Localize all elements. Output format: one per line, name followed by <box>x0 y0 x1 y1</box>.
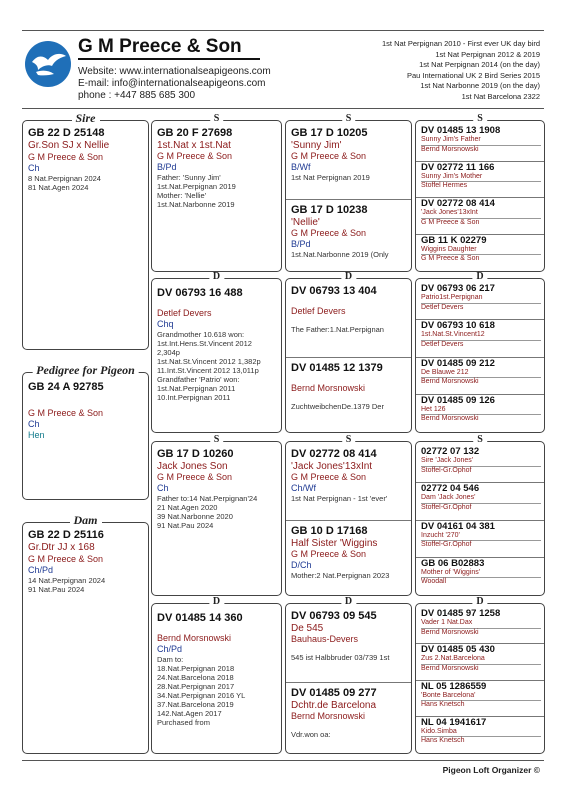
owner: G M Preece & Son <box>291 151 367 161</box>
subject-sex: Hen <box>28 430 45 440</box>
gen4-group-1 <box>415 113 545 272</box>
owner: Bernd Morsnowski <box>421 145 541 155</box>
logo <box>24 40 72 88</box>
owner: Stoffel Hermes <box>421 181 541 191</box>
owner: Bernd Morsnowski <box>421 628 541 638</box>
pigeon-name: Zus 2.Nat.Barcelona <box>421 655 485 663</box>
ring-number: GB 17 D 10238 <box>291 204 368 216</box>
sire-dam-card[interactable] <box>151 271 282 433</box>
note: 1st.Nat.Narbonne 2019 <box>157 200 235 209</box>
pigeon-name: 'Sunny Jim' <box>291 140 342 151</box>
ring-number: GB 10 D 17168 <box>291 525 368 537</box>
pigeon-name: Sire 'Jack Jones' <box>421 457 474 464</box>
sex-marker: D <box>341 597 356 607</box>
ring-number: DV 01485 97 1258 <box>421 608 501 619</box>
sex-marker: S <box>342 435 356 445</box>
note: 2,304p <box>157 348 180 357</box>
colour: B/Wf <box>291 162 311 172</box>
divider <box>286 520 411 521</box>
note: ZuchtweibchenDe.1379 Der <box>291 402 384 411</box>
ring-number: DV 04161 04 381 <box>421 520 495 532</box>
note: Grandmother 10.618 won: <box>157 330 245 339</box>
gen3-card[interactable] <box>286 604 411 680</box>
contact-block <box>78 66 271 102</box>
owner: Detlef Devers <box>157 308 212 318</box>
ring-number: DV 06793 13 404 <box>291 285 377 297</box>
dam-card[interactable] <box>22 513 149 754</box>
gen3-card[interactable] <box>286 523 411 582</box>
ring-number: DV 01485 09 126 <box>421 394 495 406</box>
ring-number: DV 01485 05 430 <box>421 644 495 656</box>
owner: Detlef Devers <box>421 303 541 313</box>
ring-number: GB 11 K 02279 <box>421 234 487 246</box>
breeder-title: G M Preece & Son <box>78 36 242 57</box>
ring-number: DV 01485 12 1379 <box>291 362 383 374</box>
sex-marker: S <box>473 114 487 124</box>
owner: G M Preece & Son <box>421 254 541 264</box>
owner: Bernd Morsnowski <box>157 633 232 643</box>
note: Father to:14 Nat.Perpignan'24 <box>157 494 258 503</box>
sex-marker: D <box>209 597 224 607</box>
gen4-card[interactable] <box>421 483 541 518</box>
title-underline <box>78 58 260 60</box>
gen4-card[interactable] <box>421 681 541 715</box>
gen4-group-3 <box>415 434 545 596</box>
owner: Bernd Morsnowski <box>421 377 541 387</box>
divider <box>286 357 411 358</box>
achievement-line: 1st Nat Perpignan 2010 - First ever UK day bird <box>382 39 540 48</box>
ring-number: GB 17 D 10205 <box>291 127 368 139</box>
owner: Woodall <box>421 577 541 587</box>
note: 1st Nat Perpignan - 1st 'ever' <box>291 494 388 503</box>
owner: G M Preece & Son <box>291 472 367 482</box>
note: 37.Nat.Barcelona 2019 <box>157 700 234 709</box>
pigeon-logo-icon <box>24 40 72 88</box>
pigeon-name: Dchtr.de Barcelona <box>291 700 377 711</box>
website-link[interactable]: Website: www.internationalseapigeons.com <box>78 66 271 77</box>
note: Dam to: <box>157 655 184 664</box>
phone-text: phone : +447 885 685 300 <box>78 90 196 101</box>
achievement-line: 1st Nat Narbonne 2019 (on the day) <box>420 81 540 90</box>
owner: Bernd Morsnowski <box>421 414 541 424</box>
owner: Detlef Devers <box>291 306 346 316</box>
footer-credit: Pigeon Loft Organizer © <box>442 765 540 775</box>
note: 1st.Nat.Perpignan 2019 <box>157 182 236 191</box>
gen4-card[interactable] <box>421 358 541 393</box>
note: 28.Nat.Perpignan 2017 <box>157 682 235 691</box>
ring-number: DV 02772 08 414 <box>421 198 495 209</box>
owner: Stoffel-Gr.Ophof <box>421 466 541 476</box>
gen4-card[interactable] <box>421 235 541 270</box>
note: Mother:2 Nat.Perpignan 2023 <box>291 571 390 580</box>
dam-ring: GB 22 D 25116 <box>28 529 104 541</box>
ring-number: DV 06793 10 618 <box>421 320 495 332</box>
gen4-group-2 <box>415 271 545 433</box>
sex-marker: D <box>472 272 487 282</box>
email-link[interactable]: E-mail: info@internationalseapigeons.com <box>78 78 266 89</box>
owner: G M Preece & Son <box>157 472 233 482</box>
colour: Ch/Pd <box>157 644 183 654</box>
sex-marker: D <box>472 597 487 607</box>
gen4-card[interactable] <box>421 198 541 233</box>
dam-dam-card[interactable] <box>151 596 282 754</box>
gen3-group-3 <box>285 434 412 596</box>
ring-number: DV 06793 16 488 <box>157 287 243 299</box>
sire-sire-card[interactable] <box>151 113 282 272</box>
gen4-card[interactable] <box>421 521 541 556</box>
sire-label: Sire <box>71 112 99 124</box>
note: 24.Nat.Barcelona 2018 <box>157 673 234 682</box>
gen4-card[interactable] <box>421 320 541 355</box>
gen4-card[interactable] <box>421 608 541 642</box>
subject-colour: Ch <box>28 419 40 429</box>
note: 1st.Int.Hens.St.Vincent 2012 <box>157 339 252 348</box>
gen4-card[interactable] <box>421 644 541 678</box>
pigeon-name: 'Bonte Barcelona' <box>421 691 476 699</box>
colour: Ch/Wf <box>291 483 317 493</box>
pigeon-name: 1st.Nat.St.Vincent12 <box>421 331 485 339</box>
pigeon-name: 'Jack Jones'13xInt <box>291 461 373 472</box>
gen4-card[interactable] <box>421 395 541 430</box>
footer-rule <box>22 760 544 761</box>
subject-owner: G M Preece & Son <box>28 408 104 418</box>
divider <box>286 682 411 683</box>
note: 1st.Nat.St.Vincent 2012 1,382p <box>157 357 261 366</box>
owner: G M Preece & Son <box>291 228 367 238</box>
header-bottom-rule <box>22 108 544 109</box>
pigeon-name: Jack Jones Son <box>157 461 228 472</box>
note: Purchased from <box>157 718 210 727</box>
gen3-card[interactable] <box>286 442 411 518</box>
dam-sire-card[interactable] <box>151 434 282 596</box>
divider <box>286 199 411 200</box>
pigeon-name: Vader 1 Nat.Dax <box>421 619 473 626</box>
owner: Bernd Morsnowski <box>421 664 541 674</box>
note: 1st Nat Perpignan 2019 <box>291 173 370 182</box>
ring-number: DV 01485 09 277 <box>291 687 377 699</box>
ring-number: DV 02772 08 414 <box>291 448 377 460</box>
gen3-card[interactable] <box>286 360 411 413</box>
dam-owner: G M Preece & Son <box>28 554 104 564</box>
sex-marker: D <box>209 272 224 282</box>
note: 39 Nat.Narbonne 2020 <box>157 512 233 521</box>
sire-name: Gr.Son SJ x Nellie <box>28 140 110 151</box>
ring-number: GB 17 D 10260 <box>157 448 234 460</box>
achievement-line: 1st Nat Perpignan 2012 & 2019 <box>435 49 540 59</box>
note: 11.Int.St.Vincent 2012 13,011p <box>157 366 259 375</box>
gen3-group-1 <box>285 113 412 272</box>
gen4-card[interactable] <box>421 558 541 593</box>
note: 545 ist Halbbruder 03/739 1st <box>291 653 390 662</box>
achievement-line: 1st Nat Barcelona 2322 <box>461 91 540 101</box>
gen3-group-4 <box>285 596 412 754</box>
sire-colour: Ch <box>28 163 40 173</box>
pigeon-name: 'Nellie' <box>291 217 320 228</box>
pigeon-name: Patrio1st.Perpignan <box>421 294 483 301</box>
owner: Stoffel-Gr.Ophof <box>421 503 541 513</box>
ring-number: DV 06793 09 545 <box>291 610 377 622</box>
gen3-card[interactable] <box>286 121 411 197</box>
ring-number: DV 01485 09 212 <box>421 357 495 369</box>
colour: Ch <box>157 483 169 493</box>
sire-ring: GB 22 D 25148 <box>28 127 105 139</box>
colour: D/Ch <box>291 560 312 570</box>
pigeon-name: 'Jack Jones'13xInt <box>421 209 478 216</box>
gen3-card[interactable] <box>286 279 411 355</box>
subject-ring: GB 24 A 92785 <box>28 381 104 393</box>
owner: Bernd Morsnowski <box>291 711 366 721</box>
gen3-card[interactable] <box>286 685 411 741</box>
ring-number: NL 04 1941617 <box>421 716 487 728</box>
ring-number: 02772 07 132 <box>421 446 480 457</box>
note: Mother: 'Nellie' <box>157 191 207 200</box>
dam-label: Dam <box>70 514 102 526</box>
owner: Detlef Devers <box>421 340 541 350</box>
note: Father: 'Sunny Jim' <box>157 173 221 182</box>
pigeon-name: Sunny Jim's Mother <box>421 172 483 180</box>
pedigree-label: Pedigree for Pigeon <box>32 364 139 376</box>
owner: Hans Knetsch <box>421 736 541 746</box>
ring-number: DV 01485 14 360 <box>157 612 243 624</box>
pigeon-name: Dam 'Jack Jones' <box>421 494 476 502</box>
sire-note: 8 Nat.Perpignan 2024 <box>28 174 101 183</box>
note: 18.Nat.Perpignan 2018 <box>157 664 235 673</box>
note: 142.Nat.Agen 2017 <box>157 709 222 718</box>
ring-number: DV 06793 06 217 <box>421 283 495 294</box>
pigeon-name: 1st.Nat x 1st.Nat <box>157 140 231 151</box>
note: 1st.Nat.Narbonne 2019 (Only <box>291 250 389 259</box>
sex-marker: D <box>341 272 356 282</box>
gen4-card[interactable] <box>421 446 541 481</box>
ring-number: GB 06 B02883 <box>421 557 485 569</box>
achievement-line: 1st Nat Perpignan 2014 (on the day) <box>419 60 540 69</box>
pigeon-name: Inzucht '270' <box>421 531 460 539</box>
header-top-rule <box>22 30 544 31</box>
gen4-card[interactable] <box>421 283 541 318</box>
dam-note: 14 Nat.Perpignan 2024 <box>28 576 106 585</box>
colour: B/Pd <box>157 162 177 172</box>
ring-number: 02772 04 546 <box>421 483 480 495</box>
ring-number: DV 02772 11 166 <box>421 161 495 173</box>
gen4-card[interactable] <box>421 717 541 751</box>
pigeon-name: Wiggins Daughter <box>421 245 477 253</box>
dam-name: Gr.Dtr JJ x 168 <box>28 542 95 553</box>
gen4-card[interactable] <box>421 125 541 160</box>
achievement-line: Pau International UK 2 Bird Series 2015 <box>407 70 540 80</box>
note: 91 Nat.Pau 2024 <box>157 521 214 530</box>
pigeon-name: Sunny Jim's Father <box>421 136 481 143</box>
owner: G M Preece & Son <box>291 549 367 559</box>
sire-card[interactable] <box>22 111 149 350</box>
colour: B/Pd <box>291 239 311 249</box>
note: The Father:1.Nat.Perpignan <box>291 325 384 334</box>
colour: Chq <box>157 319 174 329</box>
owner: Bauhaus-Devers <box>291 634 359 644</box>
pigeon-name: Half Sister 'Wiggins <box>291 538 378 549</box>
gen3-card[interactable] <box>286 202 411 261</box>
gen3-group-2 <box>285 271 412 433</box>
note: 21 Nat.Agen 2020 <box>157 503 218 512</box>
owner: G M Preece & Son <box>157 151 233 161</box>
dam-note: 91 Nat.Pau 2024 <box>28 585 85 594</box>
owner: Hans Knetsch <box>421 700 541 710</box>
owner: Bernd Morsnowski <box>291 383 366 393</box>
pigeon-name: Mother of 'Wiggins' <box>421 568 481 576</box>
note: Vdr.won oa: <box>291 730 331 739</box>
dam-colour: Ch/Pd <box>28 565 54 575</box>
pigeon-name: Kido.Simba <box>421 727 457 735</box>
sex-marker: S <box>473 435 487 445</box>
gen4-group-4 <box>415 596 545 754</box>
sex-marker: S <box>210 435 224 445</box>
sex-marker: S <box>342 114 356 124</box>
note: 1st.Nat.Perpignan 2011 <box>157 384 236 393</box>
pigeon-name: De Blauwe 212 <box>421 368 469 376</box>
sire-note: 81 Nat.Agen 2024 <box>28 183 89 192</box>
achievements-list <box>382 39 540 102</box>
note: Grandfather 'Patrio' won: <box>157 375 240 384</box>
subject-pigeon-card[interactable] <box>22 363 149 500</box>
ring-number: DV 01485 13 1908 <box>421 125 501 136</box>
owner: G M Preece & Son <box>421 218 541 228</box>
ring-number: GB 20 F 27698 <box>157 127 233 139</box>
note: 34.Nat.Perpignan 2016 YL <box>157 691 246 700</box>
note: 10.Int.Perpignan 2011 <box>157 393 231 402</box>
ring-number: NL 05 1286559 <box>421 680 487 692</box>
sire-owner: G M Preece & Son <box>28 152 104 162</box>
gen4-card[interactable] <box>421 162 541 197</box>
sex-marker: S <box>210 114 224 124</box>
pigeon-name: Het 126 <box>421 405 446 413</box>
owner: Stoffel-Gr.Ophof <box>421 540 541 550</box>
pigeon-name: De 545 <box>291 623 324 634</box>
